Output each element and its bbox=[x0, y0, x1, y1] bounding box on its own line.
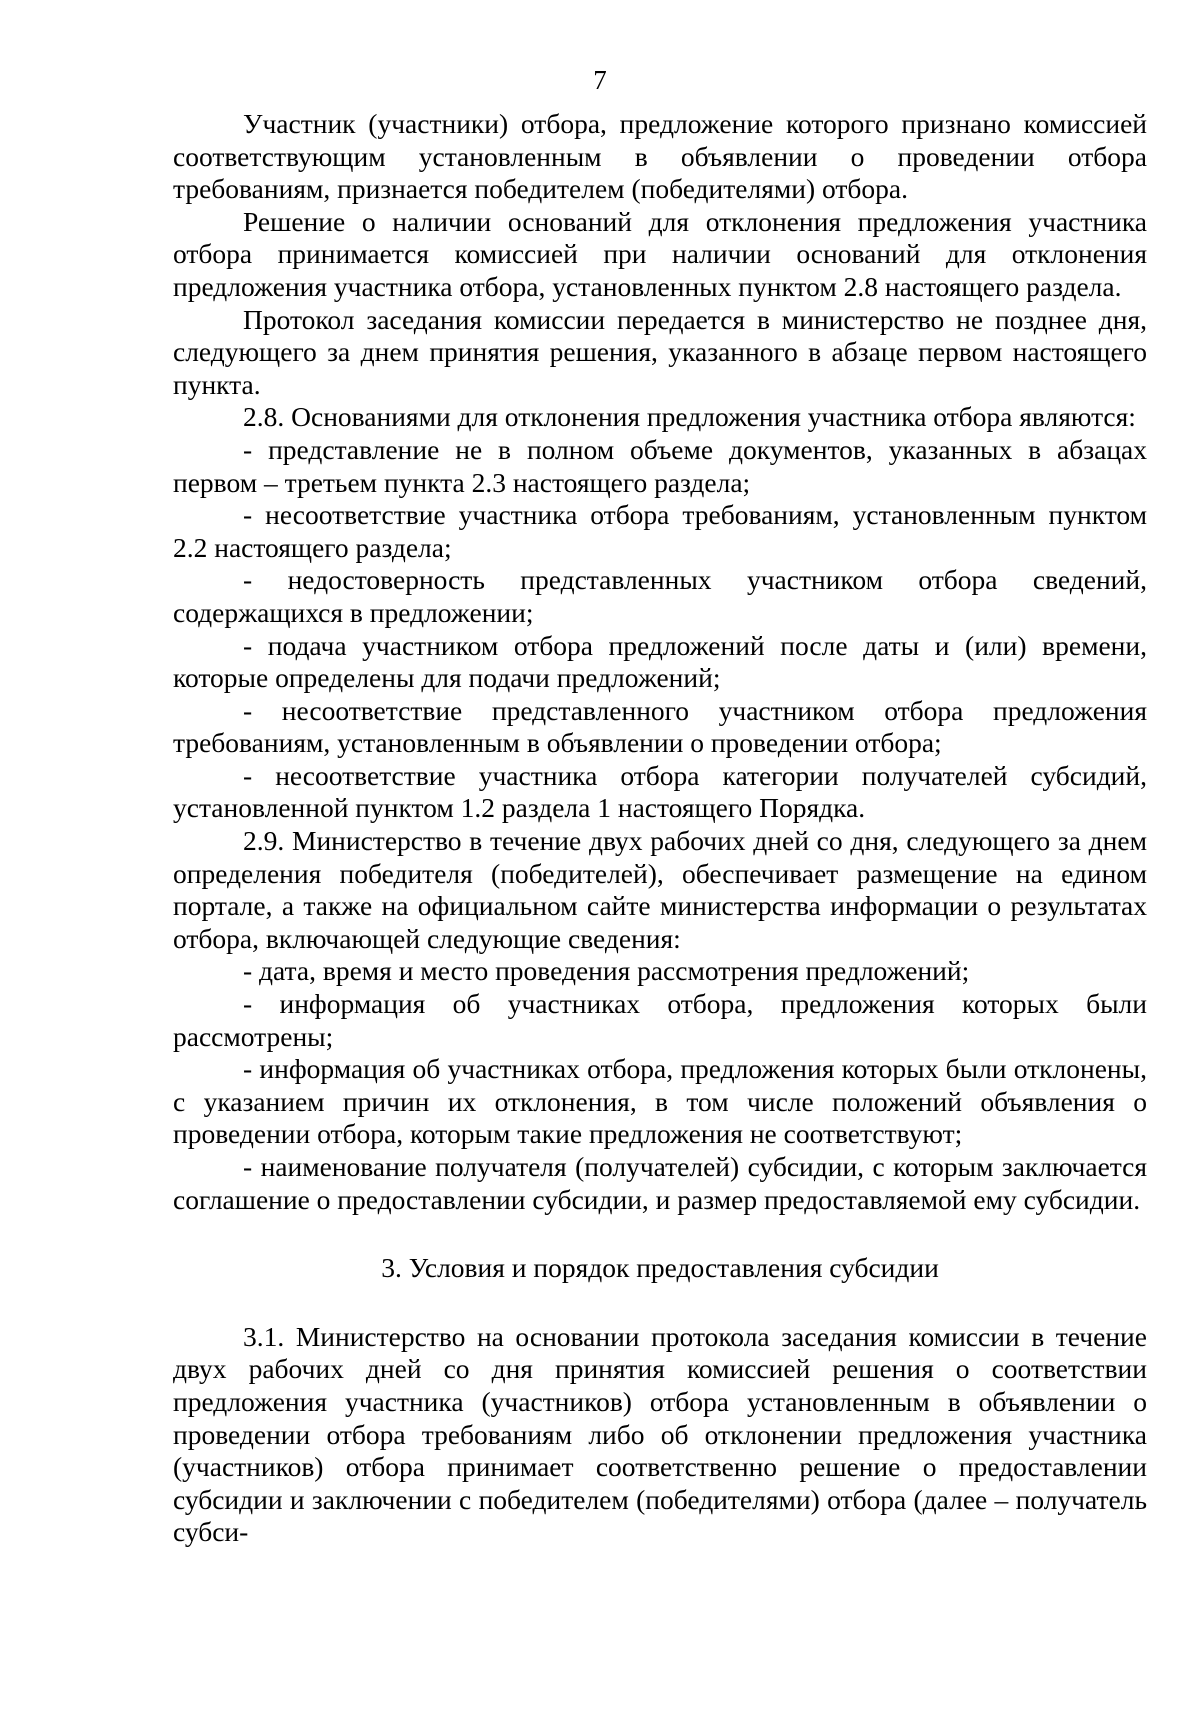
paragraph-2-9-results-publication: 2.9. Министерство в течение двух рабочих дней со дня, следующего за днем определения победителя (победителей), обеспечивает размещение на едином портале, а также на официальном сайте министерства информации о результатах отбора, включающей следующие сведения: bbox=[173, 825, 1147, 954]
list-item-date-time-place: - дата, время и место проведения рассмотрения предложений; bbox=[243, 955, 970, 987]
paragraph-rejection-decision: Решение о наличии оснований для отклонения предложения участника отбора принимается комиссией при наличии оснований для отклонения предложения участника отбора, установленных пунктом 2.8 настоящего раздела. bbox=[173, 205, 1147, 302]
document-body bbox=[173, 108, 1147, 1549]
list-item-participant-noncompliance: - несоответствие участника отбора требованиям, установленным пунктом 2.2 настоящего раздела; bbox=[173, 499, 1147, 563]
list-item-category-noncompliance: - несоответствие участника отбора категории получателей субсидий, установленной пунктом 1.2 раздела 1 настоящего Порядка. bbox=[173, 759, 1147, 824]
list-item-rejected-participants: - информация об участниках отбора, предложения которых были отклонены, с указанием причин их отклонения, в том числе положений объявления о проведении отбора, которым такие предложения не соответствуют; bbox=[173, 1053, 1147, 1150]
section-heading: 3. Условия и порядок предоставления субсидии bbox=[381, 1252, 939, 1284]
list-item-late-submission: - подача участником отбора предложений после даты и (или) времени, которые определены для подачи предложений; bbox=[173, 629, 1147, 694]
paragraph-winner-recognition: Участник (участники) отбора, предложение которого признано комиссией соответствующим установленным в объявлении о проведении отбора требованиям, признается победителем (победителями) отбора. bbox=[173, 108, 1147, 205]
list-item-reviewed-participants: - информация об участниках отбора, предложения которых были рассмотрены; bbox=[173, 988, 1147, 1052]
paragraph-protocol-transfer: Протокол заседания комиссии передается в министерство не позднее дня, следующего за днем принятия решения, указанного в абзаце первом настоящего пункта. bbox=[173, 303, 1147, 400]
paragraph-3-1-ministry-decision: 3.1. Министерство на основании протокола заседания комиссии в течение двух рабочих дней со дня принятия комиссией решения о соответствии предложения участника (участников) отбора установленным в объявлении о проведении отбора требованиям либо об отклонении предложения участника (участников) отбора принимает соответственно решение о предоставлении субсидии и заключении с победителем (победителями) отбора (далее – получатель субси- bbox=[173, 1320, 1147, 1548]
list-item-proposal-noncompliance: - несоответствие представленного участником отбора предложения требованиям, установленным в объявлении о проведении отбора; bbox=[173, 694, 1147, 759]
list-item-incomplete-documents: - представление не в полном объеме документов, указанных в абзацах первом – третьем пункта 2.3 настоящего раздела; bbox=[173, 433, 1147, 498]
list-item-recipient-name: - наименование получателя (получателей) субсидии, с которым заключается соглашение о предоставлении субсидии, и размер предоставляемой ему субсидии. bbox=[173, 1151, 1147, 1215]
paragraph-2-8-grounds: 2.8. Основаниями для отклонения предложения участника отбора являются: bbox=[243, 401, 1136, 433]
page-number: 7 bbox=[593, 65, 607, 95]
list-item-unreliable-information: - недостоверность представленных участником отбора сведений, содержащихся в предложении; bbox=[173, 564, 1147, 628]
